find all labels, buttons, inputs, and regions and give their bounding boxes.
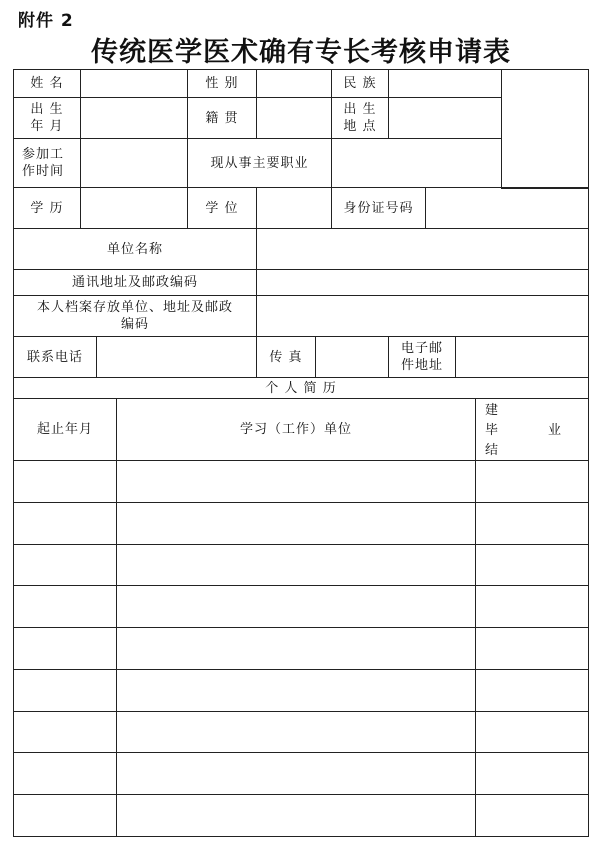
resume-unit-cell[interactable] [116, 752, 476, 795]
resume-unit-cell[interactable] [116, 460, 476, 503]
current-job-label: 现从事主要职业 [187, 138, 332, 188]
resume-unit-cell[interactable] [116, 544, 476, 586]
resume-period-cell[interactable] [13, 585, 117, 628]
work-start-field[interactable] [80, 138, 188, 188]
resume-period-cell[interactable] [13, 711, 117, 753]
work-start-label: 参加工作时间 [13, 138, 81, 188]
gender-label: 性 别 [187, 69, 257, 98]
fax-label: 传 真 [256, 336, 316, 378]
birth-place-label: 出 生 地 点 [331, 97, 389, 139]
birth-date-field[interactable] [80, 97, 188, 139]
resume-period-cell[interactable] [13, 502, 117, 545]
resume-proof-cell[interactable] [475, 544, 589, 586]
name-field[interactable] [80, 69, 188, 98]
resume-unit-cell[interactable] [116, 627, 476, 670]
resume-col-proof-char-2: 毕 [485, 423, 500, 438]
fax-field[interactable] [315, 336, 389, 378]
photo-box[interactable] [501, 69, 589, 189]
resume-proof-cell[interactable] [475, 752, 589, 795]
resume-section-title: 个 人 简 历 [13, 377, 589, 399]
native-place-field[interactable] [256, 97, 332, 139]
id-number-label: 身份证号码 [331, 187, 426, 229]
resume-col-unit: 学习（工作）单位 [116, 398, 476, 461]
birth-place-field[interactable] [388, 97, 502, 139]
current-job-field[interactable] [331, 138, 502, 188]
address-field[interactable] [256, 269, 589, 296]
resume-col-proof [475, 398, 589, 461]
resume-proof-cell[interactable] [475, 627, 589, 670]
employer-field[interactable] [256, 228, 589, 270]
id-number-field[interactable] [425, 187, 589, 229]
resume-unit-cell[interactable] [116, 585, 476, 628]
email-field[interactable] [455, 336, 589, 378]
resume-proof-cell[interactable] [475, 669, 589, 712]
resume-proof-cell[interactable] [475, 585, 589, 628]
resume-period-cell[interactable] [13, 627, 117, 670]
education-field[interactable] [80, 187, 188, 229]
name-label: 姓 名 [13, 69, 81, 98]
education-label: 学 历 [13, 187, 81, 229]
degree-field[interactable] [256, 187, 332, 229]
resume-period-cell[interactable] [13, 544, 117, 586]
ethnicity-field[interactable] [388, 69, 502, 98]
resume-period-cell[interactable] [13, 752, 117, 795]
resume-period-cell[interactable] [13, 794, 117, 837]
resume-col-proof-char-4: 结 [485, 443, 500, 458]
form-title: 传统医学医术确有专长考核申请表 [91, 37, 511, 68]
resume-col-proof-char-3: 业 [548, 423, 563, 438]
ethnicity-label: 民 族 [331, 69, 389, 98]
resume-proof-cell[interactable] [475, 460, 589, 503]
native-place-label: 籍 贯 [187, 97, 257, 139]
attachment-label: 附件 2 [18, 11, 74, 31]
archive-label: 本人档案存放单位、地址及邮政编码 [13, 295, 257, 337]
phone-field[interactable] [96, 336, 257, 378]
resume-col-proof-char-1: 建 [485, 403, 500, 418]
resume-period-cell[interactable] [13, 460, 117, 503]
resume-unit-cell[interactable] [116, 711, 476, 753]
resume-unit-cell[interactable] [116, 502, 476, 545]
degree-label: 学 位 [187, 187, 257, 229]
gender-field[interactable] [256, 69, 332, 98]
address-label: 通讯地址及邮政编码 [13, 269, 257, 296]
archive-field[interactable] [256, 295, 589, 337]
resume-proof-cell[interactable] [475, 711, 589, 753]
resume-proof-cell[interactable] [475, 502, 589, 545]
resume-proof-cell[interactable] [475, 794, 589, 837]
resume-col-period: 起止年月 [13, 398, 117, 461]
phone-label: 联系电话 [13, 336, 97, 378]
resume-unit-cell[interactable] [116, 669, 476, 712]
email-label: 电子邮件地址 [388, 336, 456, 378]
resume-period-cell[interactable] [13, 669, 117, 712]
birth-date-label: 出 生 年 月 [13, 97, 81, 139]
resume-unit-cell[interactable] [116, 794, 476, 837]
employer-label: 单位名称 [13, 228, 257, 270]
